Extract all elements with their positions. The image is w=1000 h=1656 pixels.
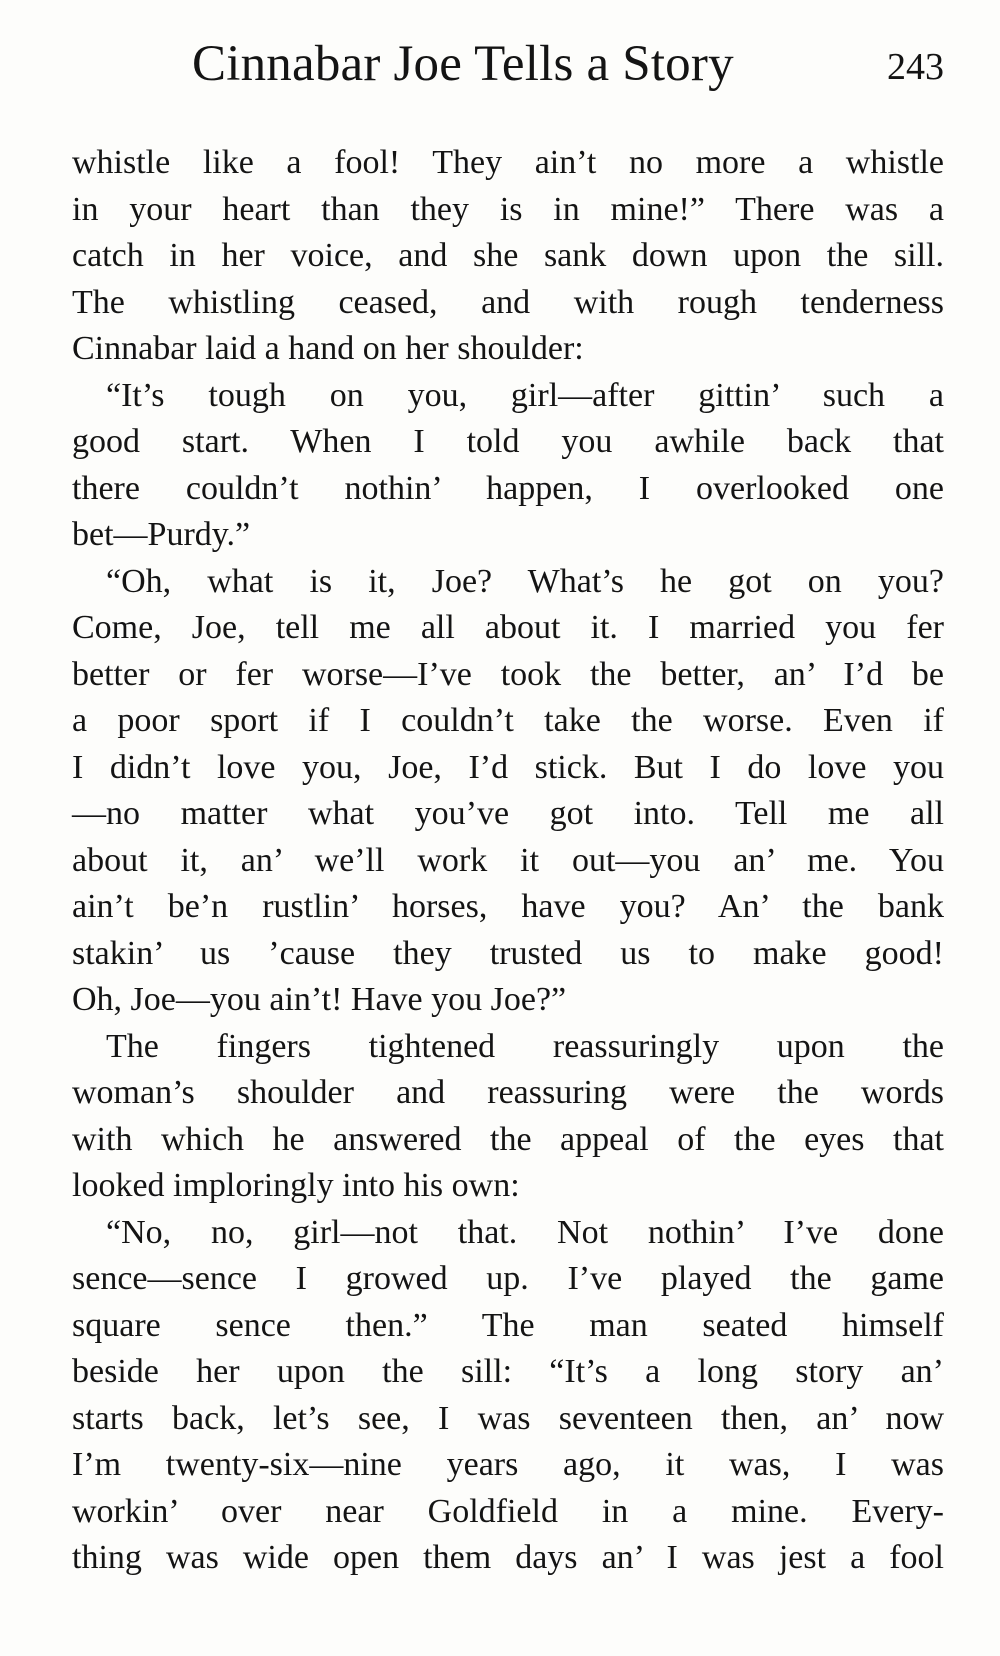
text-line: starts back, let’s see, I was seventeen then, an’ now	[72, 1399, 944, 1437]
text-line: Oh, Joe—you ain’t! Have you Joe?”	[72, 981, 567, 1018]
text-line: square sence then.” The man seated himself	[72, 1306, 944, 1344]
text-line: The whistling ceased, and with rough tenderness	[72, 283, 944, 321]
page-number: 243	[887, 46, 944, 88]
text-line: woman’s shoulder and reassuring were the words	[72, 1074, 944, 1111]
text-line: a poor sport if I couldn’t take the worse. Even if	[72, 702, 944, 739]
text-line: bet—Purdy.”	[72, 516, 251, 553]
text-line: Come, Joe, tell me all about it. I married you fer	[72, 609, 944, 646]
text-line: about it, an’ we’ll work it out—you an’ me. You	[72, 841, 944, 879]
text-line: better or fer worse—I’ve took the better, an’ I’d be	[72, 655, 944, 693]
text-line: good start. When I told you awhile back that	[72, 423, 944, 460]
text-line: “It’s tough on you, girl—after gittin’ such a	[106, 376, 944, 414]
text-line: Cinnabar laid a hand on her shoulder:	[72, 330, 584, 367]
text-line: thing was wide open them days an’ I was jest a fool	[72, 1539, 944, 1576]
text-line: I didn’t love you, Joe, I’d stick. But I do love you	[72, 748, 944, 786]
text-line: —no matter what you’ve got into. Tell me all	[72, 795, 944, 832]
body-text	[72, 140, 944, 1582]
text-line: catch in her voice, and she sank down upon the sill.	[72, 237, 944, 274]
text-line: looked imploringly into his own:	[72, 1167, 520, 1204]
text-line: “No, no, girl—not that. Not nothin’ I’ve done	[106, 1213, 944, 1251]
text-line: ain’t be’n rustlin’ horses, have you? An’ the bank	[72, 888, 944, 925]
text-line: stakin’ us ’cause they trusted us to make good!	[72, 934, 944, 972]
text-line: in your heart than they is in mine!” There was a	[72, 190, 944, 228]
text-line: beside her upon the sill: “It’s a long story an’	[72, 1353, 944, 1390]
running-head	[72, 28, 944, 108]
text-line: sence—sence I growed up. I’ve played the game	[72, 1260, 944, 1297]
text-line: “Oh, what is it, Joe? What’s he got on you?	[106, 562, 944, 600]
text-line: I’m twenty-six—nine years ago, it was, I was	[72, 1446, 944, 1483]
text-line: there couldn’t nothin’ happen, I overlooked one	[72, 469, 944, 507]
running-title: Cinnabar Joe Tells a Story	[192, 36, 734, 92]
text-line: The fingers tightened reassuringly upon the	[106, 1027, 944, 1065]
text-line: with which he answered the appeal of the eyes that	[72, 1120, 944, 1158]
text-line: whistle like a fool! They ain’t no more a whistle	[72, 144, 944, 181]
text-line: workin’ over near Goldfield in a mine. Every-	[72, 1492, 944, 1530]
